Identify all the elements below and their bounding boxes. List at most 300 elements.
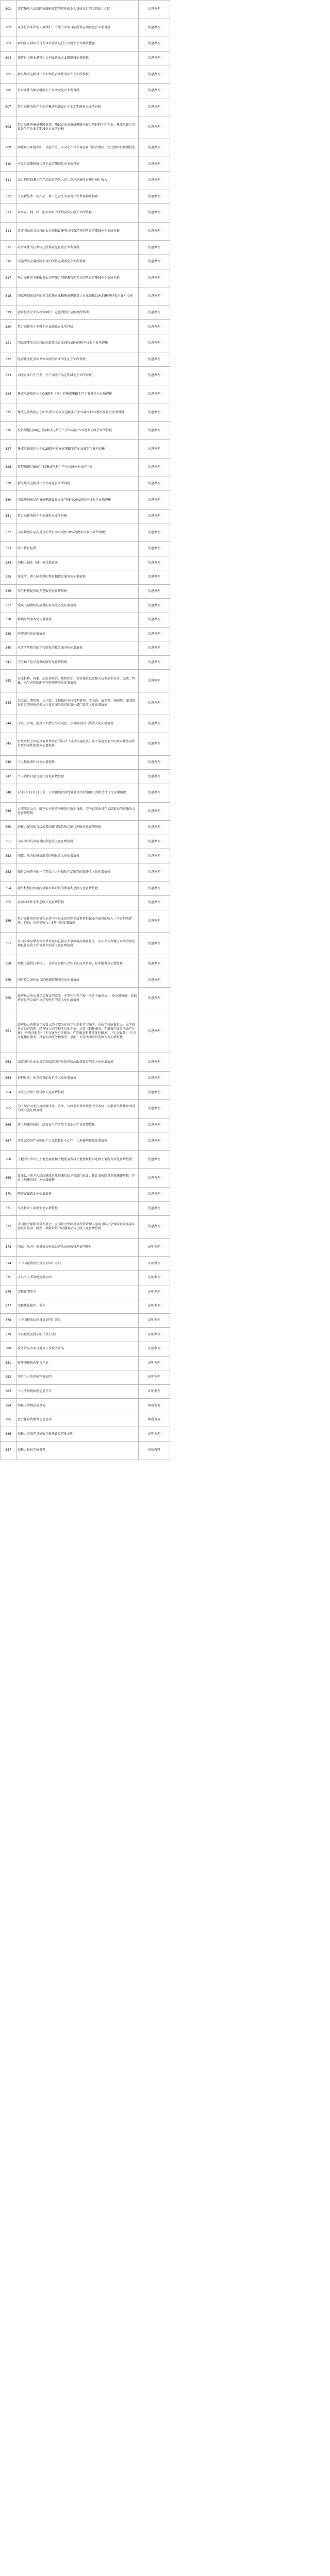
item-category: 优惠办理 bbox=[139, 37, 170, 52]
item-name: 个人销售自建自用住房免征增值税 bbox=[16, 770, 139, 784]
item-category: 优惠办理 bbox=[139, 139, 170, 157]
row-number: 378 bbox=[1, 1313, 16, 1328]
row-number: 379 bbox=[1, 1328, 16, 1342]
item-name: 国家（地方）税务机关外出经营活动税收管理证明开具 bbox=[16, 1238, 139, 1257]
item-name: 符合条件的小型微利企业减免企业所得税 bbox=[16, 320, 139, 334]
item-name: 转开印花税票销售凭证 bbox=[16, 1356, 139, 1370]
row-number: 342 bbox=[1, 670, 16, 692]
item-category: 优惠办理 bbox=[139, 692, 170, 715]
item-name: 学生勤工俭学提供的服务免征增值税 bbox=[16, 655, 139, 670]
row-number: 345 bbox=[1, 733, 16, 756]
row-number: 364 bbox=[1, 1086, 16, 1100]
item-category: 优惠办理 bbox=[139, 849, 170, 863]
row-number: 320 bbox=[1, 320, 16, 334]
table-row bbox=[1, 287, 170, 306]
item-category: 纳税资料 bbox=[139, 1442, 170, 1460]
item-category: 优惠办理 bbox=[139, 116, 170, 139]
table-row bbox=[1, 835, 170, 849]
row-number: 372 bbox=[1, 1216, 16, 1239]
item-name: 创业投资企业按投资额的一定比例抵扣应纳税所得额 bbox=[16, 306, 139, 320]
row-number: 334 bbox=[1, 556, 16, 570]
item-category: 证明办理 bbox=[139, 1370, 170, 1385]
row-number: 362 bbox=[1, 1053, 16, 1072]
row-number: 360 bbox=[1, 988, 16, 1010]
item-category: 优惠办理 bbox=[139, 287, 170, 306]
item-name: 安置残疾人员及国家鼓励安置的其他就业人员所支付的工资加计扣除 bbox=[16, 1, 139, 19]
row-number: 329 bbox=[1, 477, 16, 491]
item-category: 纳税查询 bbox=[139, 1399, 170, 1413]
item-category: 优惠办理 bbox=[139, 334, 170, 352]
item-name: 符合条件的集成电路封装、测试企业及集成电路关键专用材料生产企业、集成电路专用设备生产企业定期减免企业所得税 bbox=[16, 116, 139, 139]
table-row bbox=[1, 1427, 170, 1442]
item-name: 符合条件的节能服务公司实施合同能源管理项目的所得定期减免企业所得税 bbox=[16, 269, 139, 287]
item-name: 经营性文化事业单位转制为企业的免征企业所得税 bbox=[16, 352, 139, 367]
item-category: 优惠办理 bbox=[139, 1169, 170, 1188]
item-category: 优惠办理 bbox=[139, 477, 170, 491]
item-name: 开具个人所得税完税证明 bbox=[16, 1370, 139, 1385]
item-category: 优惠办理 bbox=[139, 613, 170, 627]
table-row bbox=[1, 306, 170, 320]
item-category: 优惠办理 bbox=[139, 896, 170, 910]
item-name: 国家需要重点扶持的高新技术企业减按15%的税率征收企业所得税 bbox=[16, 334, 139, 352]
item-name: 2018年12月31日前，公共租赁住房经营管理单位出租公共租赁住房免征增值税 bbox=[16, 784, 139, 802]
item-name: 保险公司开办的一年期以上人身保险产品取得的保费收入免征增值税 bbox=[16, 863, 139, 882]
row-number: 328 bbox=[1, 459, 16, 477]
row-number: 313 bbox=[1, 204, 16, 223]
item-name: 纳税人提供的直接或者间接国际货物运输代理服务免征增值税 bbox=[16, 821, 139, 835]
item-category: 优惠办理 bbox=[139, 98, 170, 116]
row-number: 357 bbox=[1, 933, 16, 955]
item-name: 从事农、林、牧、渔业项目的所得减免征收企业所得税 bbox=[16, 204, 139, 223]
row-number: 331 bbox=[1, 509, 16, 523]
item-category: 证明办理 bbox=[139, 1299, 170, 1314]
item-category: 优惠办理 bbox=[139, 320, 170, 334]
row-number: 363 bbox=[1, 1071, 16, 1086]
item-category: 优惠办理 bbox=[139, 715, 170, 733]
item-category: 优惠办理 bbox=[139, 821, 170, 835]
item-category: 优惠办理 bbox=[139, 51, 170, 65]
item-category: 优惠办理 bbox=[139, 421, 170, 440]
item-category: 优惠办理 bbox=[139, 204, 170, 223]
table-row bbox=[1, 1132, 170, 1151]
item-category: 优惠办理 bbox=[139, 802, 170, 821]
item-category: 优惠办理 bbox=[139, 385, 170, 403]
item-name: 殡葬服务免征增值税 bbox=[16, 627, 139, 641]
row-number: 302 bbox=[1, 19, 16, 37]
table-row bbox=[1, 882, 170, 896]
item-category: 优惠办理 bbox=[139, 784, 170, 802]
table-row bbox=[1, 1384, 170, 1399]
row-number: 359 bbox=[1, 973, 16, 988]
row-number: 344 bbox=[1, 715, 16, 733]
table-row bbox=[1, 733, 170, 756]
item-category: 优惠办理 bbox=[139, 1010, 170, 1053]
item-name: 养老机构提供的养老服务免征增值税 bbox=[16, 584, 139, 599]
table-row bbox=[1, 222, 170, 241]
item-category: 证明办理 bbox=[139, 1328, 170, 1342]
item-name: 涉及家庭财产分割的个人无偿转让不动产、土地使用权免征增值税 bbox=[16, 1132, 139, 1151]
item-category: 优惠办理 bbox=[139, 670, 170, 692]
row-number: 308 bbox=[1, 116, 16, 139]
row-number: 304 bbox=[1, 51, 16, 65]
item-category: 优惠办理 bbox=[139, 509, 170, 523]
table-row bbox=[1, 1356, 170, 1370]
row-number: 371 bbox=[1, 1201, 16, 1216]
table-row bbox=[1, 802, 170, 821]
row-number: 309 bbox=[1, 139, 16, 157]
item-name: 土地所有者出让土地使用权和土地使用者将土地使用权归还给土地所有者免征增值税 bbox=[16, 1150, 139, 1169]
item-name: 金融同业往来利息收入免征增值税 bbox=[16, 896, 139, 910]
item-category: 优惠办理 bbox=[139, 1150, 170, 1169]
table-row bbox=[1, 910, 170, 933]
item-category: 优惠办理 bbox=[139, 655, 170, 670]
table-row bbox=[1, 849, 170, 863]
item-category: 优惠办理 bbox=[139, 1216, 170, 1239]
item-category: 优惠办理 bbox=[139, 599, 170, 613]
item-name: 将土地使用权转让给农业生产者用于农业生产免征增值税 bbox=[16, 1118, 139, 1132]
item-name: 残疾人福利机构提供的育养服务免征增值税 bbox=[16, 599, 139, 613]
item-name: 纳税人减免（减）税优惠备案 bbox=[16, 556, 139, 570]
item-name: 开具个人所得税完税证明 bbox=[16, 1270, 139, 1285]
tax-item-table bbox=[0, 0, 170, 1460]
table-row bbox=[1, 1150, 170, 1169]
item-name: 农业机耕、排灌、病虫害防治、植物保护、农牧保险以及相关技术培训业务，家禽、牲畜、水生动物的配种和疾病防治免征增值税 bbox=[16, 670, 139, 692]
row-number: 312 bbox=[1, 190, 16, 204]
item-name: 社会保险费缴费信息查询 bbox=[16, 1413, 139, 1427]
row-number: 381 bbox=[1, 1356, 16, 1370]
row-number: 349 bbox=[1, 802, 16, 821]
row-number: 377 bbox=[1, 1299, 16, 1314]
row-number: 332 bbox=[1, 523, 16, 542]
row-number: 315 bbox=[1, 241, 16, 255]
item-name: 综合利用资源生产产品取得的收入在计算应纳税所得额时减计收入 bbox=[16, 171, 139, 190]
table-row bbox=[1, 821, 170, 835]
row-number: 325 bbox=[1, 403, 16, 422]
item-name: 国债、地方政府债取得的利息收入免征增值税 bbox=[16, 849, 139, 863]
item-name: 实施清洁发展机制项目的所得定期减免企业所得税 bbox=[16, 255, 139, 269]
item-category: 优惠办理 bbox=[139, 988, 170, 1010]
table-row bbox=[1, 157, 170, 172]
row-number: 307 bbox=[1, 98, 16, 116]
table-row bbox=[1, 1118, 170, 1132]
table-row bbox=[1, 1413, 170, 1427]
item-name: 符合条件的集成电路生产企业减免企业所得税 bbox=[16, 83, 139, 98]
row-number: 367 bbox=[1, 1132, 16, 1151]
row-number: 369 bbox=[1, 1169, 16, 1188]
row-number: 335 bbox=[1, 570, 16, 585]
table-row bbox=[1, 988, 170, 1010]
item-name: 《中国税收居民身份证明》开具 bbox=[16, 1257, 139, 1271]
item-name: 全国社会保障基金理事会、全国社会保障基金投资管理人运用全国社会保障基金买卖证券投资基金、股票、债券取得的金融商品转让收入免征增值税 bbox=[16, 1216, 139, 1239]
row-number: 370 bbox=[1, 1187, 16, 1201]
item-category: 证明办理 bbox=[139, 1342, 170, 1356]
row-number: 337 bbox=[1, 599, 16, 613]
item-category: 证明办理 bbox=[139, 1285, 170, 1299]
item-name: 符合条件的软件企业和集成电路设计企业定期减免企业所得税 bbox=[16, 98, 139, 116]
row-number: 336 bbox=[1, 584, 16, 599]
table-row bbox=[1, 896, 170, 910]
item-name: 开发新技术、新产品、新工艺发生的研究开发费用加计扣除 bbox=[16, 190, 139, 204]
item-category: 证明办理 bbox=[139, 1356, 170, 1370]
item-category: 证明办理 bbox=[139, 1384, 170, 1399]
table-row bbox=[1, 241, 170, 255]
row-number: 384 bbox=[1, 1399, 16, 1413]
row-number: 356 bbox=[1, 910, 16, 933]
table-row bbox=[1, 1169, 170, 1188]
table-row bbox=[1, 1313, 170, 1328]
item-category: 优惠办理 bbox=[139, 403, 170, 422]
row-number: 319 bbox=[1, 306, 16, 320]
row-number: 310 bbox=[1, 157, 16, 172]
item-category: 优惠办理 bbox=[139, 459, 170, 477]
row-number: 340 bbox=[1, 641, 16, 656]
row-number: 311 bbox=[1, 171, 16, 190]
row-number: 314 bbox=[1, 222, 16, 241]
table-row bbox=[1, 1299, 170, 1314]
row-number: 348 bbox=[1, 784, 16, 802]
item-category: 优惠办理 bbox=[139, 882, 170, 896]
item-name: 开具税收完税证明（文书式） bbox=[16, 1328, 139, 1342]
table-row bbox=[1, 334, 170, 352]
table-row bbox=[1, 863, 170, 882]
item-name: 政府举办的职业学校设立的主要为在校学生提供实习场所、并由学校出资自办、由学校负责经营管理、经营收入归学校所有的企业，从事《销售服务、无形资产或者不动产注释》中"现代服务"（不含融资租赁服务、广告服务和其他现代服务）、"生活服务"（不含文化体育服务、其他生活服务和桑拿、氧吧）业务活动取得的收入免征增值税 bbox=[16, 1010, 139, 1053]
table-row bbox=[1, 784, 170, 802]
item-category: 优惠办理 bbox=[139, 542, 170, 556]
item-category: 优惠办理 bbox=[139, 584, 170, 599]
item-category: 优惠办理 bbox=[139, 1071, 170, 1086]
table-row bbox=[1, 1100, 170, 1118]
item-category: 证明办理 bbox=[139, 1427, 170, 1442]
item-name: 符合条件的担保机构从事中小企业信用担保或者再担保业务取得的收入（不含信用评级、咨询、培训等收入）3年内免征增值税 bbox=[16, 910, 139, 933]
table-row bbox=[1, 385, 170, 403]
table-row bbox=[1, 542, 170, 556]
row-number: 366 bbox=[1, 1118, 16, 1132]
item-category: 优惠办理 bbox=[139, 306, 170, 320]
item-category: 优惠办理 bbox=[139, 269, 170, 287]
table-row bbox=[1, 933, 170, 955]
item-category: 优惠办理 bbox=[139, 255, 170, 269]
table-row bbox=[1, 570, 170, 585]
item-category: 优惠办理 bbox=[139, 641, 170, 656]
table-row bbox=[1, 1399, 170, 1413]
row-number: 318 bbox=[1, 287, 16, 306]
table-row bbox=[1, 19, 170, 37]
table-row bbox=[1, 440, 170, 459]
item-category: 优惠办理 bbox=[139, 241, 170, 255]
item-name: 新办集成电路设计企业和符合条件的软件企业所得税 bbox=[16, 65, 139, 84]
item-name: 军队转业干部就业免征增值税 bbox=[16, 1201, 139, 1216]
item-name: 符合条件的软件企业减免企业所得税 bbox=[16, 509, 139, 523]
item-category: 优惠办理 bbox=[139, 933, 170, 955]
item-name: 个人转让著作权免征增值税 bbox=[16, 755, 139, 770]
table-row bbox=[1, 491, 170, 510]
item-category: 优惠办理 bbox=[139, 440, 170, 459]
item-name: 福利彩票、体育彩票的发行收入免征增值税 bbox=[16, 1071, 139, 1086]
table-row bbox=[1, 770, 170, 784]
item-name: 符合条件的技术转让所得减免征收企业所得税 bbox=[16, 241, 139, 255]
row-number: 324 bbox=[1, 385, 16, 403]
item-category: 优惠办理 bbox=[139, 627, 170, 641]
row-number: 358 bbox=[1, 955, 16, 973]
row-number: 355 bbox=[1, 896, 16, 910]
item-category: 优惠办理 bbox=[139, 973, 170, 988]
table-row bbox=[1, 139, 170, 157]
table-row bbox=[1, 65, 170, 84]
table-row bbox=[1, 190, 170, 204]
table-row bbox=[1, 1238, 170, 1257]
row-number: 387 bbox=[1, 1442, 16, 1460]
row-number: 374 bbox=[1, 1257, 16, 1271]
item-category: 优惠办理 bbox=[139, 733, 170, 756]
item-name: 为了配合国家住房制度改革，企业、行政事业单位按房改成本价、标准价出售住房取得的收入免征增值税 bbox=[16, 1100, 139, 1118]
item-name: 纳税人申请开具税收完税凭证及其他证明 bbox=[16, 1427, 139, 1442]
item-name: 军队空余房产租赁收入免征增值税 bbox=[16, 1086, 139, 1100]
table-row bbox=[1, 255, 170, 269]
row-number: 330 bbox=[1, 491, 16, 510]
item-name: 从事符合条件的环境保护、节能节水项目的所得定期减免企业所得税 bbox=[16, 19, 139, 37]
table-row bbox=[1, 352, 170, 367]
item-category: 优惠办理 bbox=[139, 65, 170, 84]
row-number: 365 bbox=[1, 1100, 16, 1118]
item-category: 优惠办理 bbox=[139, 352, 170, 367]
row-number: 317 bbox=[1, 269, 16, 287]
table-row bbox=[1, 670, 170, 692]
item-name: 新办集成电路设计企业减免企业所得税 bbox=[16, 477, 139, 491]
item-name: 国家规划布局内重点软件企业可减按10%的税率征收企业所得税 bbox=[16, 523, 139, 542]
item-name: 家政服务企业由员工制家政服务员提供家政服务取得的收入免征增值税 bbox=[16, 1053, 139, 1072]
row-number: 326 bbox=[1, 421, 16, 440]
item-name: 纳税人涉税信息查询 bbox=[16, 1399, 139, 1413]
item-name: 完税证明开具 bbox=[16, 1285, 139, 1299]
item-name: 吸纳重点群体及自主择业创业退役士兵就业企业税收优惠 bbox=[16, 37, 139, 52]
row-number: 354 bbox=[1, 882, 16, 896]
item-category: 纳税查询 bbox=[139, 1413, 170, 1427]
table-row bbox=[1, 523, 170, 542]
table-row bbox=[1, 1342, 170, 1356]
table-row bbox=[1, 37, 170, 52]
item-category: 优惠办理 bbox=[139, 910, 170, 933]
row-number: 385 bbox=[1, 1413, 16, 1427]
row-number: 382 bbox=[1, 1370, 16, 1385]
item-category: 优惠办理 bbox=[139, 367, 170, 385]
row-number: 380 bbox=[1, 1342, 16, 1356]
item-category: 优惠办理 bbox=[139, 755, 170, 770]
row-number: 375 bbox=[1, 1270, 16, 1285]
item-name: 纳税人提供技术转让、技术开发和与之相关的技术咨询、技术服务免征增值税 bbox=[16, 955, 139, 973]
row-number: 383 bbox=[1, 1384, 16, 1399]
item-name: 寺院、宫观、清真寺和教堂举办文化、宗教活动的门票收入免征增值税 bbox=[16, 715, 139, 733]
item-category: 优惠办理 bbox=[139, 1100, 170, 1118]
table-row bbox=[1, 51, 170, 65]
item-name: 《中国税收居民身份证明》开具 bbox=[16, 1313, 139, 1328]
item-name: 县级以上地方人民政府或自然资源行政主管部门出让、转让或收回自然资源使用权（不含土地使用权）免征增值税 bbox=[16, 1169, 139, 1188]
item-name: 服务贸易等项目对外支付税务备案 bbox=[16, 1342, 139, 1356]
table-row bbox=[1, 1201, 170, 1216]
row-number: 322 bbox=[1, 352, 16, 367]
table-row bbox=[1, 1010, 170, 1053]
item-category: 优惠办理 bbox=[139, 570, 170, 585]
row-number: 352 bbox=[1, 849, 16, 863]
item-category: 优惠办理 bbox=[139, 556, 170, 570]
table-row bbox=[1, 204, 170, 223]
item-category: 优惠办理 bbox=[139, 1118, 170, 1132]
item-category: 证明办理 bbox=[139, 1238, 170, 1257]
item-name: 行政单位之外的其他单位收取的符合《试点实施办法》第十条规定条件的政府性基金和行政事业性收费免征增值税 bbox=[16, 733, 139, 756]
item-category: 证明办理 bbox=[139, 1257, 170, 1271]
item-name: 台湾航运公司、航空公司从事海峡两岸海上直航、空中直航业务在大陆取得的运输收入免征增值税 bbox=[16, 802, 139, 821]
item-name: 托儿所、幼儿园提供的保育和教育服务免征增值税 bbox=[16, 570, 139, 585]
item-name: 扶持自主就业退役士兵创业就业企业限额减征增值税 bbox=[16, 51, 139, 65]
item-name: 投资额超过80亿元的集成电路生产企业减按15%税率征收企业所得税 bbox=[16, 421, 139, 440]
item-name: 享受过渡期税收优惠企业定期减免企业所得税 bbox=[16, 157, 139, 172]
table-row bbox=[1, 1257, 170, 1271]
item-category: 优惠办理 bbox=[139, 770, 170, 784]
item-name: 政府举办的从事学历教育的高等、中等和初等学校（不含下属单位），举办进修班、培训班取得的全部归该学校所有的收入免征增值税 bbox=[16, 988, 139, 1010]
table-row bbox=[1, 1328, 170, 1342]
item-category: 优惠办理 bbox=[139, 171, 170, 190]
row-number: 333 bbox=[1, 542, 16, 556]
item-category: 优惠办理 bbox=[139, 1187, 170, 1201]
table-row bbox=[1, 715, 170, 733]
table-row bbox=[1, 98, 170, 116]
item-category: 优惠办理 bbox=[139, 1, 170, 19]
table-row bbox=[1, 1285, 170, 1299]
table-row bbox=[1, 421, 170, 440]
table-row bbox=[1, 1053, 170, 1072]
table-row bbox=[1, 1216, 170, 1239]
table-row bbox=[1, 599, 170, 613]
row-number: 321 bbox=[1, 334, 16, 352]
table-row bbox=[1, 627, 170, 641]
table-row bbox=[1, 655, 170, 670]
table-row bbox=[1, 509, 170, 523]
item-name: 随军家属就业免征增值税 bbox=[16, 1187, 139, 1201]
table-row bbox=[1, 367, 170, 385]
item-name: 个人所得税纳税记录开具 bbox=[16, 1384, 139, 1399]
table-row bbox=[1, 584, 170, 599]
table-row bbox=[1, 973, 170, 988]
item-category: 证明办理 bbox=[139, 1313, 170, 1328]
row-number: 327 bbox=[1, 440, 16, 459]
item-name: 纪念馆、博物馆、文化馆、文物保护单位管理机构、美术馆、展览馆、书画院、图书馆在自己的场所提供文化体育服务取得的第一道门票收入免征增值税 bbox=[16, 692, 139, 715]
item-name: 从事学历教育的学校提供的教育服务免征增值税 bbox=[16, 641, 139, 656]
row-number: 305 bbox=[1, 65, 16, 84]
item-name: 境外机构投资境内债券市场取得的债券利息收入免征增值税 bbox=[16, 882, 139, 896]
row-number: 346 bbox=[1, 755, 16, 770]
row-number: 343 bbox=[1, 692, 16, 715]
row-number: 353 bbox=[1, 863, 16, 882]
table-row bbox=[1, 477, 170, 491]
item-name: 职工教育经费 bbox=[16, 542, 139, 556]
item-name: 从事国家重点扶持的公共基础设施项目投资经营的所得定期减免企业所得税 bbox=[16, 222, 139, 241]
item-name: 国家助学贷款取得的利息收入免征增值税 bbox=[16, 835, 139, 849]
table-row bbox=[1, 1086, 170, 1100]
item-category: 优惠办理 bbox=[139, 83, 170, 98]
row-number: 376 bbox=[1, 1285, 16, 1299]
row-number: 347 bbox=[1, 770, 16, 784]
item-name: 集成电路线宽小于0.25微米的集成电路生产企业减按15%税率征收企业所得税 bbox=[16, 403, 139, 422]
table-row bbox=[1, 641, 170, 656]
item-name: 动漫企业自主开发、生产动漫产品定期减免企业所得税 bbox=[16, 367, 139, 385]
item-category: 优惠办理 bbox=[139, 222, 170, 241]
item-name: 购置用于环境保护、节能节水、安全生产等专用设备的投资额按一定比例实行税额抵免 bbox=[16, 139, 139, 157]
row-number: 341 bbox=[1, 655, 16, 670]
item-category: 证明办理 bbox=[139, 1270, 170, 1285]
table-row bbox=[1, 1270, 170, 1285]
item-name: 婚姻介绍服务免征增值税 bbox=[16, 613, 139, 627]
item-category: 优惠办理 bbox=[139, 19, 170, 37]
item-name: 国家规划布局内的重点软件企业和集成电路设计企业减按10%的税率征收企业所得税 bbox=[16, 287, 139, 306]
